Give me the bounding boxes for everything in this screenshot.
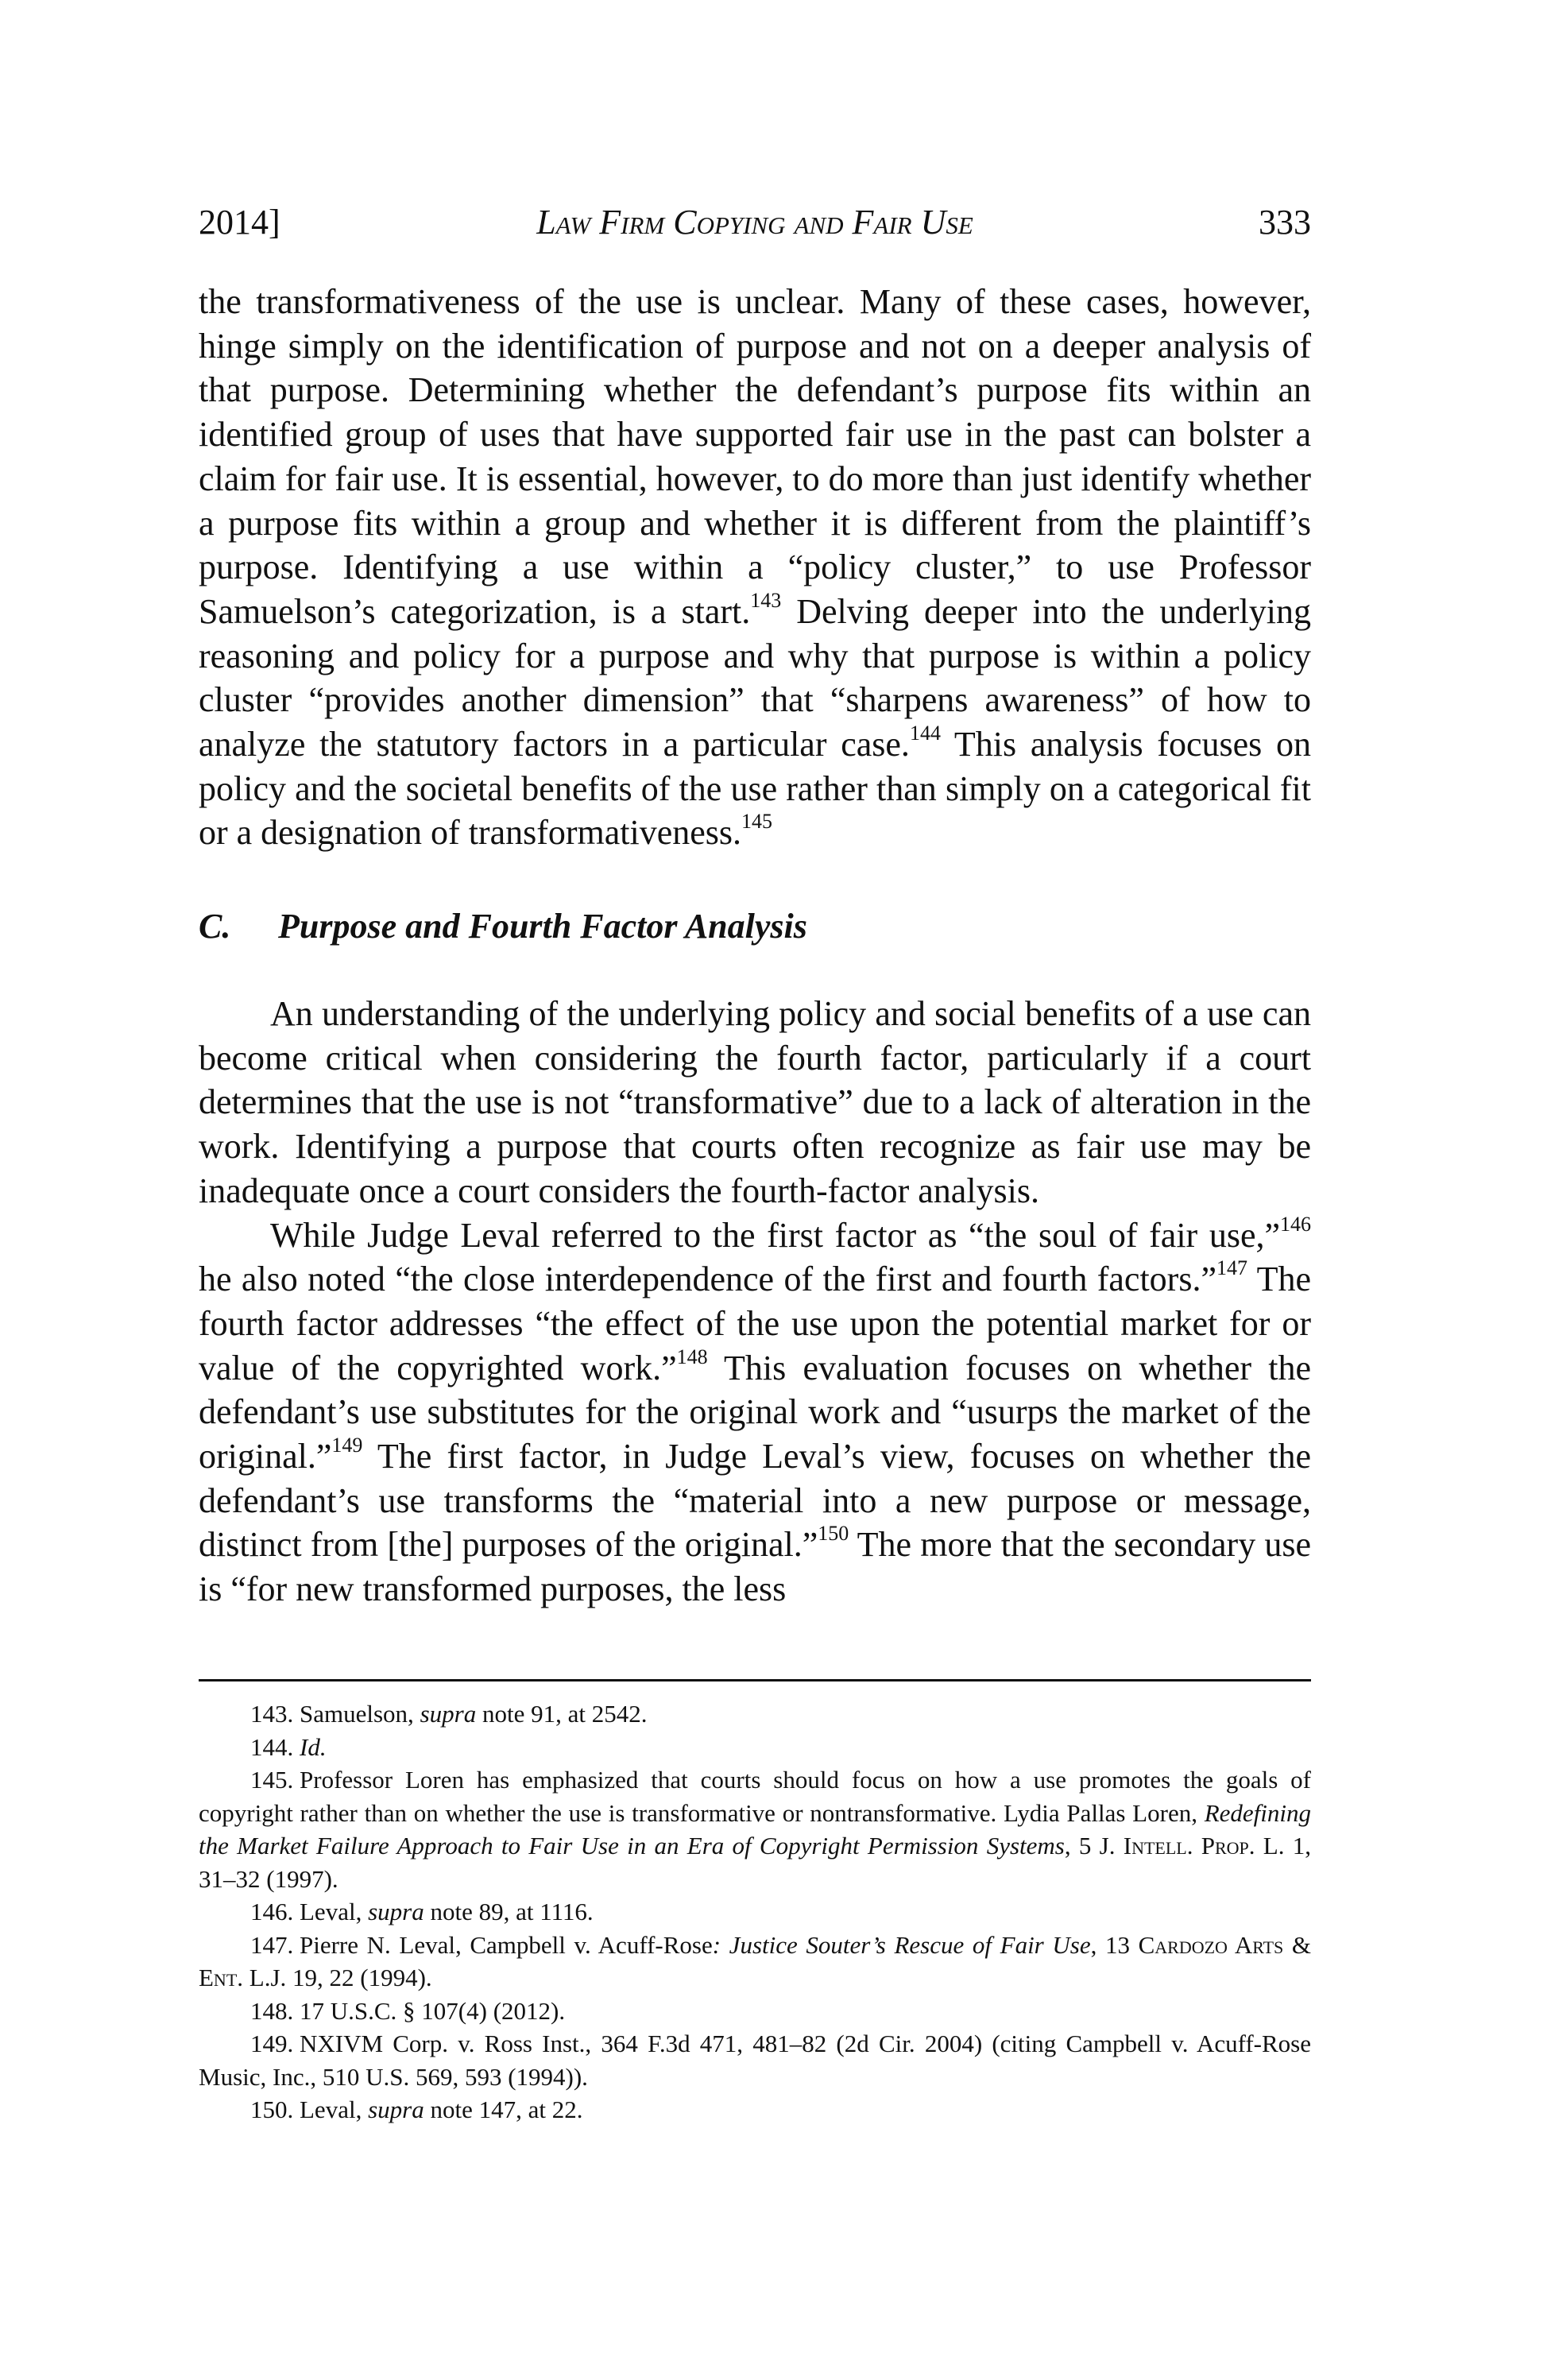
page-number: 333 — [1259, 203, 1311, 242]
footnote-text: 1, 31–32 (1997). — [199, 1832, 1312, 1893]
body-paragraphs-2-3 — [199, 992, 1311, 1612]
footnote-number: 150. — [250, 2096, 294, 2123]
section-title: Purpose and Fourth Factor Analysis — [278, 907, 807, 946]
footnote-ref-143[interactable]: 143 — [750, 588, 782, 612]
footnote-143 — [199, 1697, 1311, 1731]
footnote-text: note 147, at 22. — [424, 2096, 583, 2123]
footnote-149 — [199, 2027, 1311, 2093]
footnote-145 — [199, 1763, 1311, 1895]
section-letter: C. — [199, 907, 231, 946]
footnote-text: , 5 — [1064, 1832, 1100, 1859]
footnote-ref-150[interactable]: 150 — [818, 1522, 849, 1546]
footnote-text: note 89, at 1116. — [424, 1898, 594, 1925]
footnote-number: 146. — [250, 1898, 294, 1925]
footnote-text: J. Intell. Prop. L. — [1099, 1832, 1285, 1859]
footnote-ref-144[interactable]: 144 — [909, 722, 941, 745]
body-text: The first factor, in Judge Leval’s view, focuses on whether the defendant’s use transforms the “material into a new purpose or message, distinct from [the] purposes of the original.” — [199, 1437, 1311, 1565]
footnote-text: Leval, — [300, 1898, 369, 1925]
footnote-ref-149[interactable]: 149 — [331, 1434, 363, 1457]
footnote-text: Cardozo Arts & Ent. L.J. — [199, 1930, 1312, 1991]
footnote-ref-146[interactable]: 146 — [1280, 1212, 1311, 1236]
footnote-text: Redefining the Market Failure Approach to Fair Use in an Era of Copyright Permission Systems — [199, 1798, 1311, 1859]
running-header — [199, 199, 1311, 246]
body-text: This analysis focuses on policy and the societal benefits of the use rather than simply on a categorical fit or a designation of transformativeness. — [199, 725, 1311, 853]
footnote-text: supra — [368, 1898, 424, 1925]
footnote-ref-148[interactable]: 148 — [676, 1345, 708, 1368]
footnote-146 — [199, 1895, 1311, 1929]
footnote-text: supra — [368, 2096, 424, 2123]
footnote-144 — [199, 1731, 1311, 1764]
footnote-text: Samuelson, — [300, 1700, 420, 1728]
footnote-number: 144. — [250, 1732, 294, 1761]
footnote-text: NXIVM Corp. v. Ross Inst., 364 F.3d 471, 481–82 (2d Cir. 2004) (citing Campbell v. Acuff-Rose Music, Inc., 510 U.S. 569, 593 (1994)). — [199, 2030, 1311, 2091]
footnote-text: supra — [420, 1700, 477, 1728]
footnote-number: 145. — [250, 1766, 294, 1794]
running-title: Law Firm Copying and Fair Use — [536, 203, 973, 242]
footnote-text: 17 U.S.C. § 107(4) (2012). — [300, 1996, 566, 2025]
section-heading — [199, 904, 1311, 949]
footnote-text: Professor Loren has emphasized that courts should focus on how a use promotes the goals of copyright rather than on whether the use is transformative or nontransformative. Lydia Pallas Loren, — [199, 1766, 1311, 1827]
footnote-number: 143. — [250, 1700, 294, 1728]
footnote-text: : Justice Souter’s Rescue of Fair Use — [712, 1930, 1091, 1959]
body-paragraph-3 — [199, 1213, 1311, 1612]
body-paragraph-1 — [199, 280, 1311, 855]
volume-year: 2014] — [199, 203, 280, 242]
footnote-divider — [199, 1679, 1311, 1681]
body-text: the transformativeness of the use is unclear. Many of these cases, however, hinge simply on the identification of purpose and not on a deeper analysis of that purpose. Determining whether the defendant’s purpose fits within an identified group of uses that have supported fair use in the past can bolster a claim for fair use. It is essential, however, to do more than just identify whether a purpose fits within a group and whether it is different from the plaintiff’s purpose. Identifying a use within a “policy cluster,” to use Professor Samuelson’s categorization, is a start. — [199, 282, 1311, 631]
footnote-text: note 91, at 2542. — [476, 1700, 648, 1728]
footnote-text: Pierre N. Leval, Campbell v. Acuff-Rose — [300, 1930, 713, 1959]
body-text: The more that the secondary use is “for new transformed purposes, the less — [199, 1525, 1311, 1609]
body-text: The fourth factor addresses “the effect of the use upon the potential market for or value of the copyrighted work.” — [199, 1260, 1311, 1387]
footnote-text: , 13 — [1090, 1930, 1139, 1959]
footnote-150 — [199, 2093, 1311, 2127]
footnote-ref-147[interactable]: 147 — [1216, 1256, 1247, 1280]
footnote-number: 148. — [250, 1996, 294, 2025]
footnote-text: Id. — [300, 1732, 327, 1761]
footnote-text: 19, 22 (1994). — [286, 1964, 432, 1991]
footnote-147 — [199, 1929, 1311, 1995]
body-text: he also noted “the close interdependence of the first and fourth factors.” — [199, 1260, 1216, 1299]
body-text: While Judge Leval referred to the first factor as “the soul of fair use,” — [270, 1215, 1280, 1255]
body-text: Delving deeper into the underlying reasoning and policy for a purpose and why that purpose is within a policy cluster “provides another dimension” that “sharpens awareness” of how to analyze the statutory factors in a particular case. — [199, 591, 1312, 764]
body-paragraph-2: An understanding of the underlying policy and social benefits of a use can become critical when considering the fourth factor, particularly if a court determines that the use is not “transformative” due to a lack of alteration in the work. Identifying a purpose that courts often recognize as fair use may be inadequate once a court considers the fourth-factor analysis. — [199, 994, 1311, 1210]
body-text: This evaluation focuses on whether the defendant’s use substitutes for the original work and “usurps the market of the original.” — [199, 1348, 1311, 1476]
footnotes — [199, 1697, 1311, 2127]
footnote-text: Leval, — [300, 2096, 369, 2123]
footnote-ref-145[interactable]: 145 — [741, 810, 773, 834]
footnote-number: 149. — [250, 2030, 294, 2057]
footnote-148 — [199, 1995, 1311, 2028]
footnote-number: 147. — [250, 1930, 294, 1959]
